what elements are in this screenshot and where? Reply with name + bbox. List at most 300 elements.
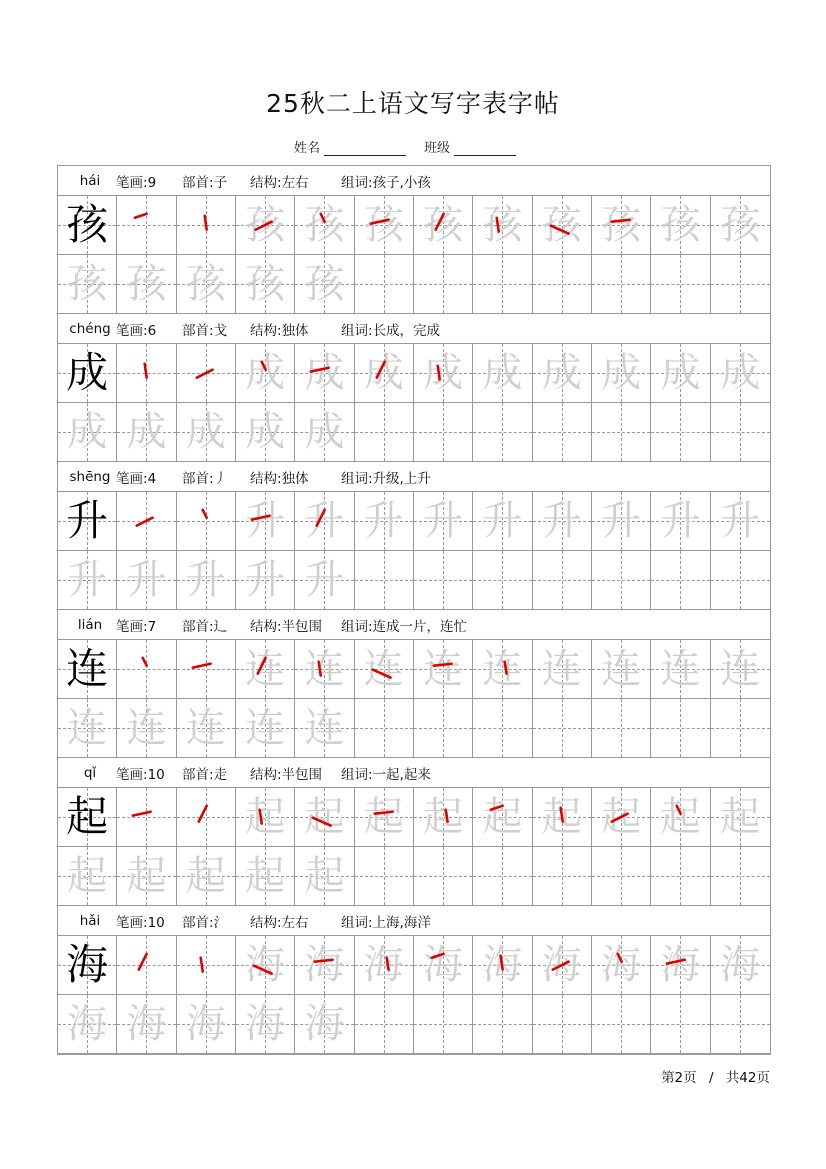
writing-cell[interactable] <box>117 995 176 1053</box>
example-words: 连成一片，连忙 <box>372 618 468 635</box>
trace-character: 升 <box>601 498 642 544</box>
writing-cell[interactable] <box>117 196 176 254</box>
writing-cell[interactable] <box>295 699 354 757</box>
radical-label: 部首: <box>182 618 214 635</box>
writing-cell[interactable] <box>592 255 651 313</box>
writing-cell[interactable] <box>177 492 236 550</box>
stroke-order-highlight <box>295 936 353 994</box>
stroke-mark <box>192 664 210 668</box>
trace-character: 起 <box>720 794 761 840</box>
writing-cell[interactable] <box>295 936 354 994</box>
trace-character: 成 <box>245 409 286 455</box>
trace-character: 成 <box>185 409 226 455</box>
trace-character: 海 <box>245 942 286 988</box>
writing-cell[interactable] <box>711 847 770 905</box>
stroke-order-highlight <box>295 640 353 698</box>
character-block <box>58 758 770 906</box>
writing-cell[interactable] <box>177 640 236 698</box>
trace-character: 海 <box>660 942 701 988</box>
stroke-mark <box>497 218 499 232</box>
writing-cell[interactable] <box>592 788 651 846</box>
stroke-mark <box>552 962 568 970</box>
writing-cell[interactable] <box>711 196 770 254</box>
trace-character: 孩 <box>601 202 642 248</box>
stroke-order-row <box>58 936 770 995</box>
trace-character: 海 <box>67 1001 108 1047</box>
writing-cell[interactable] <box>533 551 592 609</box>
example-words: 一起,起来 <box>372 766 431 783</box>
stroke-count: 7 <box>147 618 157 635</box>
writing-cell[interactable] <box>592 847 651 905</box>
writing-cell[interactable] <box>473 847 532 905</box>
writing-cell[interactable] <box>355 936 414 994</box>
character-block <box>58 462 770 610</box>
writing-cell[interactable] <box>236 788 295 846</box>
character-block <box>58 166 770 314</box>
writing-cell[interactable] <box>651 492 710 550</box>
pinyin: chéng <box>69 320 111 337</box>
stroke-order-row <box>58 344 770 403</box>
writing-cell[interactable] <box>592 196 651 254</box>
stroke-mark <box>317 510 325 526</box>
writing-cell[interactable] <box>117 492 176 550</box>
writing-cell[interactable] <box>711 403 770 461</box>
trace-character: 孩 <box>660 202 701 248</box>
trace-character: 成 <box>720 350 761 396</box>
strokes-label: 笔画: <box>116 470 148 487</box>
name-field[interactable] <box>324 141 406 156</box>
writing-cell[interactable] <box>651 196 710 254</box>
writing-cell[interactable] <box>177 995 236 1053</box>
trace-character: 起 <box>245 853 286 899</box>
writing-cell[interactable] <box>58 847 117 905</box>
structure: 左右 <box>281 174 309 191</box>
writing-cell[interactable] <box>177 847 236 905</box>
writing-cell[interactable] <box>473 936 532 994</box>
writing-cell[interactable] <box>592 640 651 698</box>
model-character: 起 <box>66 792 109 841</box>
character-block <box>58 610 770 758</box>
writing-cell[interactable] <box>295 640 354 698</box>
writing-cell[interactable] <box>711 492 770 550</box>
writing-cell[interactable] <box>236 995 295 1053</box>
writing-cell[interactable] <box>177 551 236 609</box>
trace-character: 升 <box>482 498 523 544</box>
example-words: 升级,上升 <box>372 470 431 487</box>
radical: 丿 <box>213 470 228 487</box>
writing-cell[interactable] <box>473 344 532 402</box>
stroke-order-highlight <box>473 640 531 698</box>
writing-cell[interactable] <box>58 936 117 994</box>
trace-character: 海 <box>720 942 761 988</box>
writing-cell[interactable] <box>58 344 117 402</box>
writing-cell[interactable] <box>117 699 176 757</box>
writing-cell[interactable] <box>177 403 236 461</box>
stroke-count: 6 <box>147 322 157 339</box>
writing-cell[interactable] <box>651 255 710 313</box>
writing-cell[interactable] <box>236 847 295 905</box>
trace-character: 连 <box>720 646 761 692</box>
writing-cell[interactable] <box>355 995 414 1053</box>
writing-cell[interactable] <box>177 936 236 994</box>
writing-cell[interactable] <box>473 995 532 1053</box>
writing-cell[interactable] <box>414 788 473 846</box>
trace-character: 海 <box>601 942 642 988</box>
writing-cell[interactable] <box>592 699 651 757</box>
writing-cell[interactable] <box>414 196 473 254</box>
trace-character: 海 <box>363 942 404 988</box>
writing-cell[interactable] <box>651 551 710 609</box>
writing-cell[interactable] <box>711 640 770 698</box>
writing-cell[interactable] <box>533 344 592 402</box>
words-label: 组词: <box>341 470 373 487</box>
words-label: 组词: <box>341 766 373 783</box>
trace-character: 成 <box>423 350 464 396</box>
writing-cell[interactable] <box>414 699 473 757</box>
stroke-order-row <box>58 196 770 255</box>
trace-character: 孩 <box>423 202 464 248</box>
writing-cell[interactable] <box>177 699 236 757</box>
stroke-mark <box>319 662 321 676</box>
structure: 独体 <box>281 322 309 339</box>
stroke-mark <box>612 220 630 222</box>
stroke-order-highlight <box>473 936 531 994</box>
stroke-order-highlight <box>355 640 413 698</box>
writing-cell[interactable] <box>592 936 651 994</box>
radical-label: 部首: <box>182 322 214 339</box>
writing-cell[interactable] <box>414 995 473 1053</box>
name-label: 姓名 <box>294 141 321 156</box>
trace-character: 海 <box>423 942 464 988</box>
character-block <box>58 314 770 462</box>
stroke-order-highlight <box>236 640 294 698</box>
writing-cell[interactable] <box>355 255 414 313</box>
writing-cell[interactable] <box>473 403 532 461</box>
trace-character: 升 <box>245 557 286 603</box>
writing-cell[interactable] <box>651 936 710 994</box>
writing-cell[interactable] <box>711 344 770 402</box>
writing-cell[interactable] <box>651 344 710 402</box>
writing-cell[interactable] <box>533 936 592 994</box>
writing-cell[interactable] <box>414 492 473 550</box>
trace-character: 升 <box>363 498 404 544</box>
writing-cell[interactable] <box>533 196 592 254</box>
writing-cell[interactable] <box>592 403 651 461</box>
writing-cell[interactable] <box>533 640 592 698</box>
writing-cell[interactable] <box>414 847 473 905</box>
character-block <box>58 906 770 1054</box>
writing-cell[interactable] <box>711 788 770 846</box>
stroke-mark <box>262 362 266 370</box>
writing-cell[interactable] <box>711 936 770 994</box>
writing-cell[interactable] <box>117 936 176 994</box>
writing-cell[interactable] <box>414 640 473 698</box>
trace-character: 起 <box>304 853 345 899</box>
class-label: 班级 <box>424 141 451 156</box>
writing-cell[interactable] <box>533 255 592 313</box>
writing-cell[interactable] <box>117 788 176 846</box>
stroke-mark <box>446 810 448 822</box>
writing-cell[interactable] <box>651 699 710 757</box>
writing-cell[interactable] <box>177 255 236 313</box>
writing-cell[interactable] <box>414 936 473 994</box>
example-words: 上海,海洋 <box>372 914 431 931</box>
trace-character: 成 <box>541 350 582 396</box>
stroke-order-highlight <box>177 344 235 402</box>
stroke-mark <box>505 662 507 674</box>
writing-cell[interactable] <box>58 640 117 698</box>
stroke-order-highlight <box>236 936 294 994</box>
writing-cell[interactable] <box>177 788 236 846</box>
writing-cell[interactable] <box>355 344 414 402</box>
trace-character: 连 <box>304 646 345 692</box>
stroke-order-highlight <box>295 788 353 846</box>
trace-character: 连 <box>245 705 286 751</box>
writing-cell[interactable] <box>355 699 414 757</box>
stroke-order-highlight <box>473 788 531 846</box>
writing-cell[interactable] <box>236 640 295 698</box>
writing-cell[interactable] <box>533 995 592 1053</box>
writing-cell[interactable] <box>533 403 592 461</box>
stroke-order-highlight <box>414 640 472 698</box>
structure: 半包围 <box>281 766 323 783</box>
writing-cell[interactable] <box>295 403 354 461</box>
stroke-mark <box>550 226 568 234</box>
writing-cell[interactable] <box>295 492 354 550</box>
writing-cell[interactable] <box>236 196 295 254</box>
writing-cell[interactable] <box>473 640 532 698</box>
writing-cell[interactable] <box>592 551 651 609</box>
character-info-row <box>58 906 770 936</box>
writing-cell[interactable] <box>355 551 414 609</box>
writing-cell[interactable] <box>711 255 770 313</box>
writing-cell[interactable] <box>295 255 354 313</box>
writing-cell[interactable] <box>711 551 770 609</box>
class-field[interactable] <box>454 141 516 156</box>
trace-character: 海 <box>185 1001 226 1047</box>
writing-cell[interactable] <box>236 344 295 402</box>
writing-cell[interactable] <box>651 788 710 846</box>
trace-character: 成 <box>363 350 404 396</box>
trace-character: 升 <box>304 557 345 603</box>
writing-cell[interactable] <box>58 196 117 254</box>
writing-cell[interactable] <box>651 403 710 461</box>
writing-cell[interactable] <box>533 492 592 550</box>
writing-cell[interactable] <box>117 255 176 313</box>
stroke-order-highlight <box>473 196 531 254</box>
writing-cell[interactable] <box>177 344 236 402</box>
writing-cell[interactable] <box>651 995 710 1053</box>
writing-cell[interactable] <box>473 788 532 846</box>
trace-character: 起 <box>67 853 108 899</box>
stroke-mark <box>135 214 147 218</box>
example-words: 孩子,小孩 <box>372 174 431 191</box>
trace-character: 升 <box>245 498 286 544</box>
writing-cell[interactable] <box>236 699 295 757</box>
stroke-order-highlight <box>355 788 413 846</box>
writing-cell[interactable] <box>295 788 354 846</box>
stroke-count: 4 <box>147 470 157 487</box>
trace-character: 海 <box>304 942 345 988</box>
trace-character: 起 <box>363 794 404 840</box>
writing-cell[interactable] <box>295 551 354 609</box>
writing-cell[interactable] <box>651 640 710 698</box>
trace-character: 连 <box>304 705 345 751</box>
practice-sheet <box>57 165 771 1055</box>
radical: 辶 <box>213 618 228 635</box>
model-character: 成 <box>66 348 109 397</box>
writing-cell[interactable] <box>236 403 295 461</box>
trace-character: 起 <box>541 794 582 840</box>
writing-cell[interactable] <box>533 699 592 757</box>
stroke-mark <box>560 808 562 822</box>
trace-character: 海 <box>482 942 523 988</box>
writing-cell[interactable] <box>58 788 117 846</box>
stroke-order-highlight <box>651 788 709 846</box>
writing-cell[interactable] <box>295 847 354 905</box>
page-title: 25秋二上语文写字表字帖 <box>266 89 560 118</box>
trace-character: 孩 <box>541 202 582 248</box>
writing-cell[interactable] <box>473 699 532 757</box>
stroke-order-highlight <box>117 344 175 402</box>
page-total: 共42页 <box>725 1070 770 1086</box>
trace-character: 孩 <box>720 202 761 248</box>
trace-character: 起 <box>245 794 286 840</box>
writing-cell[interactable] <box>355 847 414 905</box>
model-character: 孩 <box>66 200 109 249</box>
tracing-row <box>58 403 770 462</box>
stroke-mark <box>436 214 444 230</box>
writing-cell[interactable] <box>414 403 473 461</box>
stroke-order-highlight <box>236 344 294 402</box>
structure-label: 结构: <box>250 174 282 191</box>
stroke-mark <box>438 366 440 380</box>
stroke-mark <box>204 216 206 230</box>
trace-character: 起 <box>482 794 523 840</box>
writing-cell[interactable] <box>414 551 473 609</box>
trace-character: 升 <box>423 498 464 544</box>
stroke-mark <box>200 958 202 972</box>
writing-cell[interactable] <box>355 640 414 698</box>
writing-cell[interactable] <box>711 699 770 757</box>
writing-cell[interactable] <box>58 995 117 1053</box>
stroke-mark <box>198 806 206 822</box>
writing-cell[interactable] <box>117 847 176 905</box>
model-character: 海 <box>66 940 109 989</box>
writing-cell[interactable] <box>117 640 176 698</box>
writing-cell[interactable] <box>592 344 651 402</box>
writing-cell[interactable] <box>295 196 354 254</box>
trace-character: 孩 <box>304 202 345 248</box>
writing-cell[interactable] <box>533 788 592 846</box>
writing-cell[interactable] <box>651 847 710 905</box>
writing-cell[interactable] <box>711 995 770 1053</box>
trace-character: 海 <box>304 1001 345 1047</box>
writing-cell[interactable] <box>592 492 651 550</box>
writing-cell[interactable] <box>58 255 117 313</box>
writing-cell[interactable] <box>473 255 532 313</box>
structure-label: 结构: <box>250 618 282 635</box>
pinyin: qǐ <box>83 764 97 781</box>
writing-cell[interactable] <box>473 492 532 550</box>
radical: 戈 <box>213 322 228 339</box>
writing-cell[interactable] <box>58 551 117 609</box>
pinyin: hái <box>79 172 101 189</box>
writing-cell[interactable] <box>355 492 414 550</box>
writing-cell[interactable] <box>414 255 473 313</box>
radical: 子 <box>213 174 228 191</box>
writing-cell[interactable] <box>355 788 414 846</box>
character-info-row <box>58 166 770 196</box>
writing-cell[interactable] <box>414 344 473 402</box>
writing-cell[interactable] <box>592 995 651 1053</box>
stroke-mark <box>434 664 452 666</box>
writing-cell[interactable] <box>117 551 176 609</box>
words-label: 组词: <box>341 174 373 191</box>
stroke-order-highlight <box>117 640 175 698</box>
stroke-count: 10 <box>147 914 165 931</box>
words-label: 组词: <box>341 914 373 931</box>
writing-cell[interactable] <box>177 196 236 254</box>
model-character: 连 <box>66 644 109 693</box>
stroke-order-highlight <box>117 788 175 846</box>
writing-cell[interactable] <box>117 344 176 402</box>
strokes-label: 笔画: <box>116 766 148 783</box>
writing-cell[interactable] <box>58 699 117 757</box>
stroke-mark <box>677 806 681 814</box>
stroke-mark <box>376 362 384 378</box>
writing-cell[interactable] <box>236 936 295 994</box>
writing-cell[interactable] <box>355 196 414 254</box>
words-label: 组词: <box>341 618 373 635</box>
writing-cell[interactable] <box>473 196 532 254</box>
stroke-order-highlight <box>355 196 413 254</box>
stroke-order-row <box>58 640 770 699</box>
stroke-mark <box>137 518 153 526</box>
stroke-order-highlight <box>236 492 294 550</box>
stroke-order-highlight <box>533 936 591 994</box>
stroke-order-highlight <box>177 788 235 846</box>
stroke-order-highlight <box>592 196 650 254</box>
writing-cell[interactable] <box>236 492 295 550</box>
structure-label: 结构: <box>250 322 282 339</box>
writing-cell[interactable] <box>355 403 414 461</box>
writing-cell[interactable] <box>236 551 295 609</box>
stroke-mark <box>372 670 390 678</box>
stroke-mark <box>321 214 325 222</box>
writing-cell[interactable] <box>117 403 176 461</box>
stroke-order-highlight <box>177 936 235 994</box>
stroke-order-highlight <box>414 936 472 994</box>
writing-cell[interactable] <box>58 492 117 550</box>
writing-cell[interactable] <box>295 995 354 1053</box>
stroke-mark <box>667 960 685 964</box>
writing-cell[interactable] <box>58 403 117 461</box>
writing-cell[interactable] <box>295 344 354 402</box>
stroke-order-highlight <box>236 788 294 846</box>
stroke-mark <box>315 960 333 962</box>
writing-cell[interactable] <box>236 255 295 313</box>
writing-cell[interactable] <box>473 551 532 609</box>
radical: 走 <box>213 766 228 783</box>
trace-character: 连 <box>67 705 108 751</box>
stroke-order-highlight <box>355 936 413 994</box>
writing-cell[interactable] <box>533 847 592 905</box>
model-character: 升 <box>66 496 109 545</box>
stroke-mark <box>252 516 270 520</box>
stroke-order-highlight <box>177 492 235 550</box>
trace-character: 连 <box>601 646 642 692</box>
